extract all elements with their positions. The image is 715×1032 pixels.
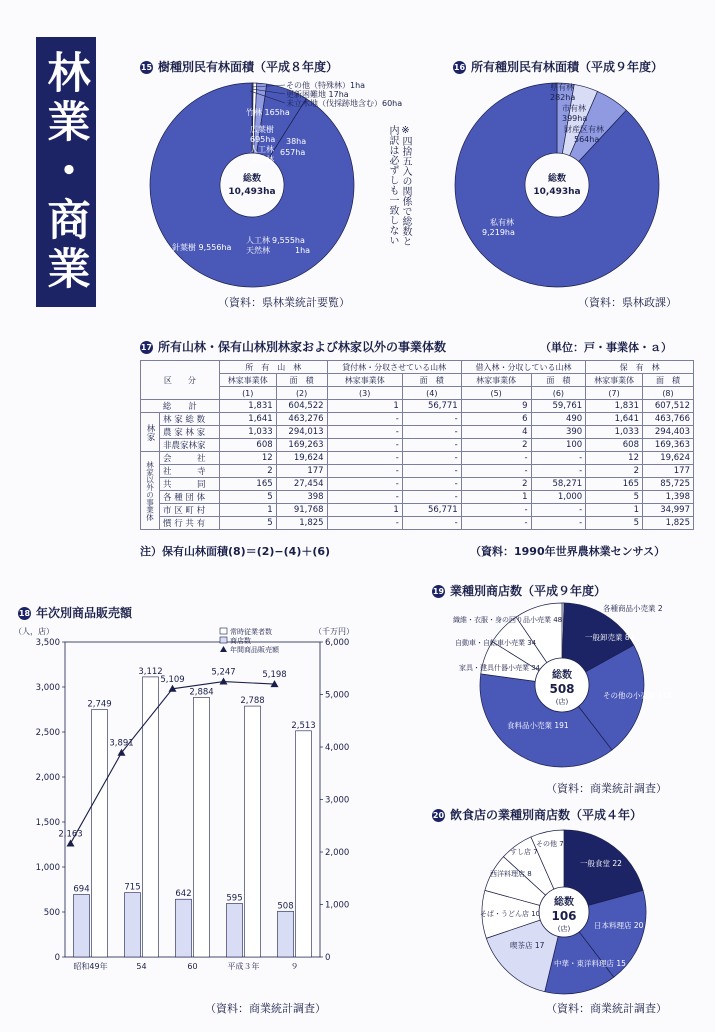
legend-swatch [220, 628, 227, 634]
s17-cell: 463,276 [276, 413, 327, 426]
s19-label-0: 各種商品小売業 2 [603, 604, 663, 613]
s17-cell: 294,013 [276, 426, 327, 439]
s15-label-broad-art: 人工林 [250, 145, 274, 154]
s17-cell: 1,641 [586, 413, 643, 426]
s17-row-label: 共 同 [160, 478, 220, 491]
s16-label-city-val: 399ha [562, 114, 588, 123]
sales-label: 5,247 [211, 667, 236, 678]
bar-shops-label: 508 [277, 901, 294, 912]
s17-group-other: 林家以外の事業体 [141, 452, 160, 530]
y2-tick-label: 6,000 [325, 638, 350, 648]
bar-employees [92, 710, 108, 957]
y-tick-label: 2,500 [35, 728, 60, 738]
x-tick-label: ９ [290, 962, 299, 971]
y2-unit-label: （千万円） [314, 627, 354, 636]
s17-kubun: 区 分 [141, 361, 220, 400]
s16-label-zaisan-val: 564ha [574, 135, 600, 144]
s17-cell: - [327, 491, 402, 504]
s19-center-unit: (店) [555, 698, 569, 706]
s17-cell: 85,725 [642, 478, 693, 491]
sales-point [220, 678, 228, 685]
s17-note: 注）保有山林面積(8)＝(2)−(4)＋(6) [140, 545, 331, 558]
s17-cell: 12 [219, 452, 276, 465]
s15-source: （資料：県林業統計要覧） [218, 296, 350, 309]
s17-colhead: 林家事業体 [327, 374, 402, 387]
s17-cell: 58,271 [531, 478, 586, 491]
s17-cell: 19,624 [276, 452, 327, 465]
y2-tick-label: 4,000 [325, 743, 350, 753]
s20-center-unit: (店) [557, 925, 571, 933]
s17-row-label: 農 家 林 家 [160, 426, 220, 439]
bar-shops [176, 899, 192, 957]
s17-cell: 2 [586, 465, 643, 478]
y-tick-label: 0 [54, 953, 60, 963]
s17-cell: 2 [461, 478, 531, 491]
s17-cell: - [402, 413, 461, 426]
s17-row-label: 各 種 団 体 [160, 491, 220, 504]
s17-cell: 27,454 [276, 478, 327, 491]
s15-title: 15 樹種別民有林面積（平成８年度） [140, 60, 339, 74]
s17-cell: - [327, 413, 402, 426]
sales-label: 2,163 [58, 829, 83, 840]
s15-note: ※四捨五入の関係で総数と内訳は必ずしも一致しない [387, 125, 411, 246]
s15-label-con-nat-val: 1ha [295, 246, 311, 255]
y2-tick-label: 3,000 [325, 795, 350, 806]
s16-label-pref-val: 282ha [550, 93, 576, 102]
s17-cell: - [327, 478, 402, 491]
s15-label-broad-nat-val: 657ha [280, 148, 306, 157]
s17-cell: - [402, 478, 461, 491]
bar-shops-label: 595 [226, 893, 243, 904]
s17-cell: 4 [461, 426, 531, 439]
bar-employees-label: 3,112 [138, 666, 163, 677]
s15-label-broad-val: 695ha [250, 135, 276, 144]
bar-employees [296, 731, 312, 957]
s17-cell: 91,768 [276, 504, 327, 517]
bar-employees [194, 697, 210, 957]
x-tick-label: 昭和49年 [73, 962, 108, 971]
s17-cell: - [461, 452, 531, 465]
table-row [141, 426, 694, 439]
s17-cell: 6 [461, 413, 531, 426]
s20-label-0: 一般食堂 22 [580, 859, 622, 868]
s20-label-3: 喫茶店 17 [510, 941, 545, 950]
s15-label-broad: 広葉樹 [250, 125, 274, 134]
s19-title: 19 業種別商店数（平成９年度） [432, 584, 607, 598]
s17-cell: - [327, 452, 402, 465]
table-row [141, 439, 694, 452]
s17-group-3: 保 有 林 [586, 361, 694, 374]
s17-cell: - [327, 426, 402, 439]
s15-label-renew: 更新困難地 17ha [286, 90, 349, 99]
s17-cell: - [531, 465, 586, 478]
s17-cell: - [402, 465, 461, 478]
bar-employees-label: 2,788 [240, 696, 265, 707]
s17-group-rinka: 林家 [141, 413, 160, 452]
s17-cell: 177 [642, 465, 693, 478]
s17-row-label: 非農家林家 [160, 439, 220, 452]
s17-colhead: 林家事業体 [461, 374, 531, 387]
legend-label: 年間商品販売額 [230, 646, 279, 654]
s15-label-con-nat: 天然林 [246, 246, 270, 255]
s17-cell: 294,403 [642, 426, 693, 439]
s17-cell: 12 [586, 452, 643, 465]
s20-center-value: 106 [551, 909, 577, 923]
s17-colnum: (6) [531, 387, 586, 400]
bar-shops-label: 694 [73, 884, 90, 895]
s19-center-value: 508 [549, 682, 575, 696]
s19-label-4: 家具・建具什器小売業 34 [459, 664, 541, 672]
s17-cell: - [531, 452, 586, 465]
x-tick-label: 60 [187, 962, 198, 971]
s17-cell: 1,033 [586, 426, 643, 439]
s15-label-con-art-val: 9,555ha [272, 236, 305, 245]
s15-label-bamboo: 竹林 165ha [246, 108, 290, 117]
s17-title: 17 所有山林・保有山林別林家および林家以外の事業体数 [140, 340, 447, 354]
s17-cell: 608 [586, 439, 643, 452]
s17-total-label: 総 計 [141, 400, 220, 413]
sales-point [67, 839, 75, 846]
s17-group-0: 所 有 山 林 [219, 361, 327, 374]
s17-cell: 2 [461, 439, 531, 452]
s17-cell: 398 [276, 491, 327, 504]
s15-label-other: その他（特殊林）1ha [286, 81, 366, 90]
s17-cell: 5 [219, 491, 276, 504]
s17-cell: 19,624 [642, 452, 693, 465]
bar-employees-label: 2,749 [87, 699, 112, 710]
bar-employees [245, 706, 261, 957]
s17-colnum: (2) [276, 387, 327, 400]
s17-colhead: 面 積 [642, 374, 693, 387]
s16-label-private-val: 9,219ha [482, 228, 515, 237]
s17-colnum: (7) [586, 387, 643, 400]
s19-label-5: 自動車・自転車小売業 34 [455, 639, 537, 647]
sales-label: 5,109 [160, 674, 185, 685]
s17-cell: - [327, 439, 402, 452]
s20-label-5: 西洋料理店 8 [490, 870, 532, 878]
s17-cell: 169,363 [642, 439, 693, 452]
y2-tick-label: 0 [325, 953, 331, 963]
s16-center-value: 10,493ha [533, 187, 581, 197]
s17-colnum: (8) [642, 387, 693, 400]
x-tick-label: 平成３年 [227, 962, 260, 971]
y-tick-label: 500 [43, 908, 60, 918]
s17-colnum: (3) [327, 387, 402, 400]
s17-row-label: 林 家 総 数 [160, 413, 220, 426]
bar-employees-label: 2,884 [189, 687, 214, 698]
s17-cell: - [461, 465, 531, 478]
s17-cell: 56,771 [402, 400, 461, 413]
s15-center-value: 10,493ha [228, 187, 276, 197]
s16-label-pref: 県有林 [550, 83, 574, 92]
s19-label-1: 一般卸売業 84 [585, 633, 635, 642]
s17-cell: 463,766 [642, 413, 693, 426]
s18-source: （資料：商業統計調査） [205, 1002, 326, 1015]
s15-label-broad-art-val: 38ha [286, 137, 307, 146]
s17-cell: - [531, 504, 586, 517]
s20-label-2: 中華・東洋料理店 15 [554, 959, 626, 968]
s17-group-1: 貸付林・分収させている山林 [327, 361, 461, 374]
table-row [141, 400, 694, 413]
y2-tick-label: 1,000 [325, 900, 350, 911]
s20-center-label: 総数 [554, 897, 574, 908]
y-tick-label: 2,000 [35, 773, 60, 783]
s17-cell: 604,522 [276, 400, 327, 413]
bar-shops [74, 895, 90, 957]
s17-cell: 59,761 [531, 400, 586, 413]
s17-cell: 1 [219, 504, 276, 517]
bar-shops-label: 642 [175, 889, 192, 900]
x-tick-label: 54 [136, 962, 147, 971]
table-row [141, 413, 694, 426]
s17-row-label: 市 区 町 村 [160, 504, 220, 517]
legend-label: 商店数 [230, 637, 251, 645]
s17-colhead: 面 積 [276, 374, 327, 387]
s17-cell: 1,641 [219, 413, 276, 426]
bar-shops-label: 715 [124, 882, 141, 893]
s17-cell: - [402, 426, 461, 439]
sales-label: 5,198 [262, 670, 287, 681]
s17-cell: 1 [327, 400, 402, 413]
s17-cell: 1,825 [642, 517, 693, 530]
s17-cell: 607,512 [642, 400, 693, 413]
s17-unit: （単位：戸・事業体・ａ） [540, 341, 672, 354]
bar-shops [125, 893, 141, 957]
s17-table [140, 360, 694, 530]
s17-cell: 1,831 [219, 400, 276, 413]
table-row [141, 517, 694, 530]
s20-pie-chart [470, 826, 710, 998]
bar-shops [227, 903, 243, 957]
s19-label-3: 食料品小売業 191 [507, 721, 569, 730]
s17-cell: 165 [586, 478, 643, 491]
s20-source: （資料：商業統計調査） [546, 1002, 667, 1015]
s17-cell: 1,831 [586, 400, 643, 413]
pie-slice [455, 83, 659, 287]
bar-shops [278, 911, 294, 957]
s19-pie-chart [445, 600, 710, 775]
s15-center-label: 総数 [242, 174, 262, 184]
y-tick-label: 3,500 [35, 638, 60, 648]
s17-colnum: (4) [402, 387, 461, 400]
s17-cell: - [531, 517, 586, 530]
s18-bar-line-chart [10, 622, 370, 974]
s16-source: （資料：県林政課） [578, 296, 677, 309]
s17-cell: 169,263 [276, 439, 327, 452]
s20-title: 20 飲食店の業種別商店数（平成４年） [432, 808, 643, 822]
y-unit-label: （人，店） [14, 627, 54, 636]
s17-colnum: (5) [461, 387, 531, 400]
s17-colhead: 面 積 [402, 374, 461, 387]
s17-cell: 1 [461, 491, 531, 504]
s17-cell: 100 [531, 439, 586, 452]
y-tick-label: 1,500 [35, 818, 60, 828]
s19-source: （資料：商業統計調査） [546, 782, 667, 795]
s17-cell: 2 [219, 465, 276, 478]
s17-cell: 1,398 [642, 491, 693, 504]
table-row [141, 504, 694, 517]
y-tick-label: 3,000 [35, 683, 60, 693]
s17-row-label: 慣 行 共 有 [160, 517, 220, 530]
y-tick-label: 1,000 [35, 863, 60, 873]
s17-cell: 1 [586, 504, 643, 517]
s17-cell: 1,825 [276, 517, 327, 530]
s16-center-label: 総数 [547, 174, 567, 184]
s17-cell: 5 [586, 491, 643, 504]
s17-cell: 1 [327, 504, 402, 517]
s17-cell: 56,771 [402, 504, 461, 517]
s16-label-city: 市有林 [562, 104, 586, 113]
s20-label-1: 日本料理店 20 [594, 921, 644, 930]
s17-colhead: 林家事業体 [219, 374, 276, 387]
s17-cell: - [461, 504, 531, 517]
s15-pie-chart [140, 75, 420, 290]
s19-label-6: 織維・衣服・身の回り品小売業 48 [453, 616, 563, 624]
s17-cell: 390 [531, 426, 586, 439]
s17-cell: - [327, 465, 402, 478]
s19-center-label: 総数 [552, 670, 572, 681]
s17-cell: - [402, 452, 461, 465]
s17-cell: 5 [219, 517, 276, 530]
s17-colhead: 林家事業体 [586, 374, 643, 387]
s16-pie-chart [450, 75, 670, 290]
legend-swatch [220, 637, 227, 643]
s17-cell: 34,997 [642, 504, 693, 517]
s17-cell: - [402, 517, 461, 530]
s17-cell: 5 [586, 517, 643, 530]
bar-employees [143, 677, 159, 957]
s15-label-conifer: 針葉樹 9,556ha [172, 243, 232, 252]
bar-employees-label: 2,513 [291, 720, 316, 731]
s17-colhead: 面 積 [531, 374, 586, 387]
s17-cell: 608 [219, 439, 276, 452]
s17-cell: 490 [531, 413, 586, 426]
s15-label-unplanted: 未立木地（伐採跡地含む）60ha [286, 99, 403, 108]
s17-cell: - [461, 517, 531, 530]
s20-label-7: その他 7 [536, 840, 564, 848]
y2-tick-label: 2,000 [325, 848, 350, 858]
legend-marker [220, 646, 227, 652]
s17-group-2: 借入林・分収している山林 [461, 361, 585, 374]
s17-cell: - [327, 517, 402, 530]
s15-label-con-art: 人工林 [246, 236, 270, 245]
s17-cell: 9 [461, 400, 531, 413]
table-row [141, 478, 694, 491]
s16-label-zaisan: 財産区有林 [564, 125, 604, 134]
s17-colnum: (1) [219, 387, 276, 400]
s17-cell: 177 [276, 465, 327, 478]
sales-label: 3,891 [109, 738, 134, 749]
s15-label-broad-nat: 天然林 [250, 155, 274, 164]
s19-label-2: その他の小売業 115 [603, 691, 673, 700]
s17-cell: 165 [219, 478, 276, 491]
table-row [141, 491, 694, 504]
s18-title: 18 年次別商品販売額 [18, 606, 133, 620]
s20-label-6: すし店 7 [510, 848, 538, 856]
s17-cell: 1,000 [531, 491, 586, 504]
s17-source: （資料：1990年世界農林業センサス） [470, 545, 666, 558]
table-row [141, 465, 694, 478]
s20-label-4: そば・うどん店 10 [480, 910, 541, 918]
s17-row-label: 会 社 [160, 452, 220, 465]
side-title: 林業・商業 [36, 37, 96, 307]
s16-title: 16 所有種別民有林面積（平成９年度） [453, 60, 664, 74]
table-row [141, 452, 694, 465]
s17-cell: - [402, 491, 461, 504]
s17-cell: 1,033 [219, 426, 276, 439]
legend-label: 常時従業者数 [230, 628, 272, 636]
y2-tick-label: 5,000 [325, 690, 350, 701]
s16-label-private: 私有林 [490, 218, 514, 227]
s17-row-label: 社 寺 [160, 465, 220, 478]
s17-cell: - [402, 439, 461, 452]
